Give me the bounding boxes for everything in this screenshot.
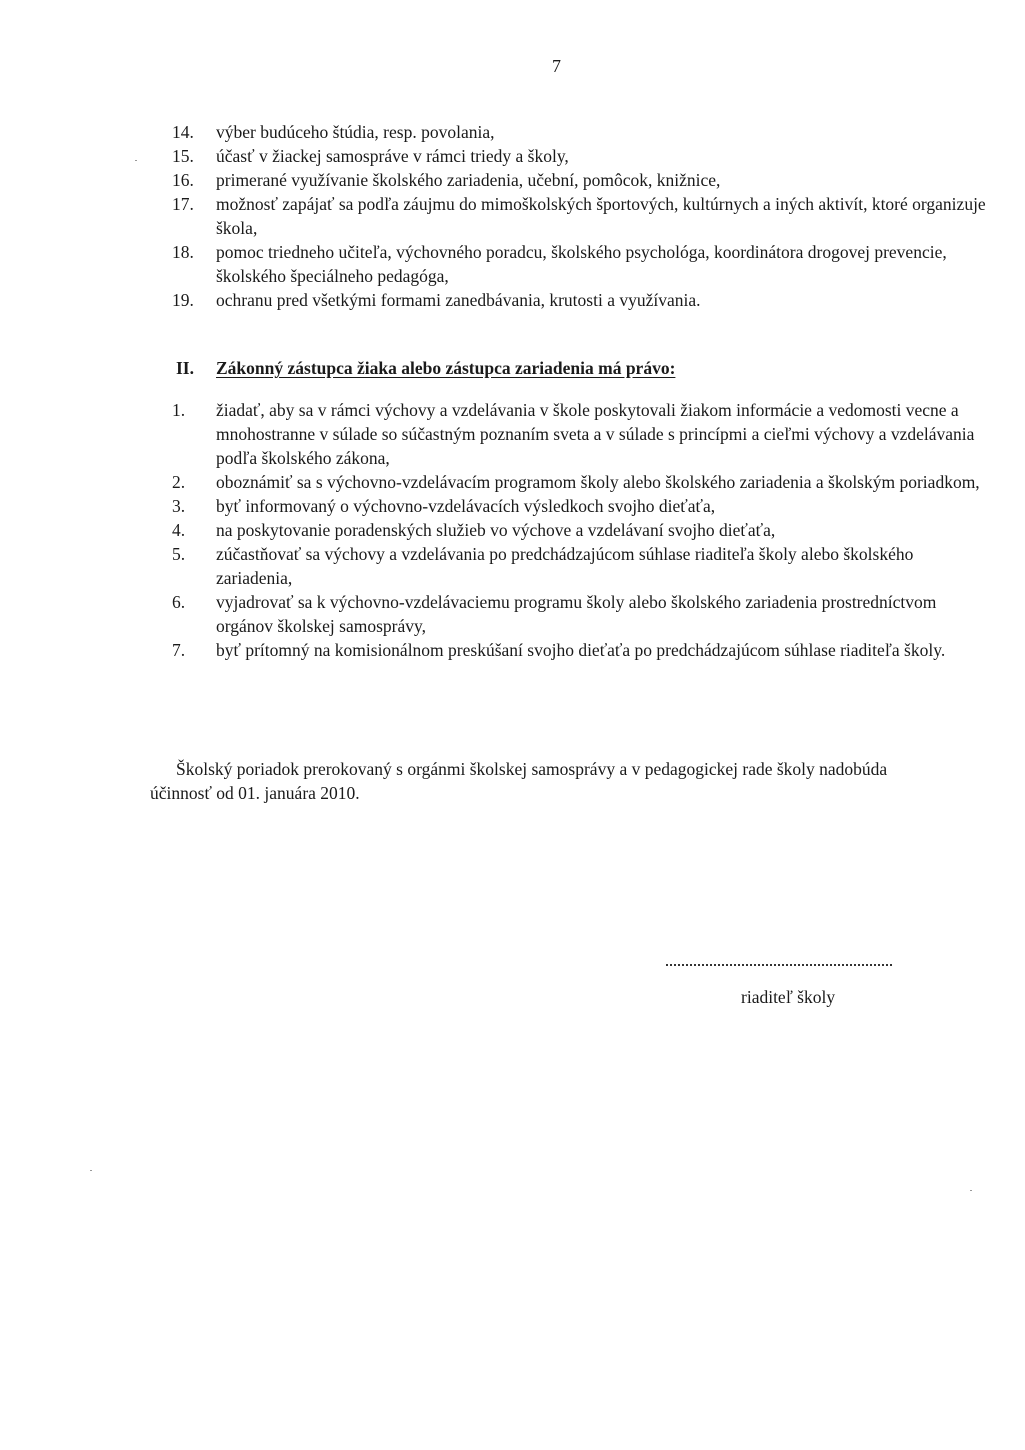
list-item (172, 240, 992, 288)
item-number: 19. (172, 290, 194, 310)
item-number: 16. (172, 170, 194, 190)
item-text: primerané využívanie školského zariadenia, učební, pomôcok, knižnice, (216, 170, 721, 190)
item-text: ochranu pred všetkými formami zanedbávania, krutosti a využívania. (216, 290, 701, 310)
item-number: 14. (172, 122, 194, 142)
item-text: účasť v žiackej samospráve v rámci triedy a školy, (216, 146, 569, 166)
list-item (172, 518, 992, 542)
item-number: 15. (172, 146, 194, 166)
item-text: zúčastňovať sa výchovy a vzdelávania po predchádzajúcom súhlase riaditeľa školy alebo školského zariadenia, (216, 544, 914, 588)
list-item (172, 542, 992, 590)
item-number: 3. (172, 496, 186, 516)
guardian-rights-list (172, 398, 992, 662)
scan-speck (135, 160, 137, 161)
item-text: výber budúceho štúdia, resp. povolania, (216, 122, 495, 142)
list-item (172, 470, 992, 494)
item-number: 6. (172, 592, 186, 612)
item-text: byť informovaný o výchovno-vzdelávacích výsledkoch svojho dieťaťa, (216, 496, 716, 516)
signature-line (666, 964, 892, 966)
rights-list-continued (172, 120, 992, 312)
item-text: pomoc triedneho učiteľa, výchovného poradcu, školského psychológa, koordinátora drogovej prevencie, školského špeciálneho pedagóga, (216, 242, 947, 286)
list-item (172, 192, 992, 240)
item-number: 4. (172, 520, 186, 540)
item-number: 2. (172, 472, 186, 492)
closing-statement: Školský poriadok prerokovaný s orgánmi školskej samosprávy a v pedagogickej rade školy nadobúda účinnosť od 01. januára 2010. (150, 759, 888, 803)
item-text: žiadať, aby sa v rámci výchovy a vzdelávania v škole poskytovali žiakom informácie a vedomosti vecne a mnohostranne v súlade so súčastným poznaním sveta a v súlade s princípmi a cieľmi výchovy a vzdelávania podľa školského zákona, (216, 400, 975, 468)
list-item (172, 168, 992, 192)
signature-label: riaditeľ školy (741, 987, 836, 1007)
item-text: byť prítomný na komisionálnom preskúšaní svojho dieťaťa po predchádzajúcom súhlase riaditeľa školy. (216, 640, 946, 660)
list-item (172, 398, 992, 470)
item-number: 17. (172, 194, 194, 214)
list-item (172, 288, 992, 312)
list-item (172, 590, 992, 638)
scan-speck (970, 1190, 972, 1191)
item-number: 7. (172, 640, 186, 660)
list-item (172, 638, 992, 662)
section-number: II. (176, 358, 194, 378)
item-text: na poskytovanie poradenských služieb vo výchove a vzdelávaní svojho dieťaťa, (216, 520, 776, 540)
item-text: vyjadrovať sa k výchovno-vzdelávaciemu programu školy alebo školského zariadenia prostredníctvom orgánov školskej samosprávy, (216, 592, 937, 636)
scan-speck (90, 1170, 92, 1171)
item-number: 5. (172, 544, 186, 564)
item-text: oboznámiť sa s výchovno-vzdelávacím programom školy alebo školského zariadenia a školským poriadkom, (216, 472, 980, 492)
item-number: 1. (172, 400, 186, 420)
item-number: 18. (172, 242, 194, 262)
page-number: 7 (552, 56, 561, 76)
list-item (172, 494, 992, 518)
item-text: možnosť zapájať sa podľa záujmu do mimoškolských športových, kultúrnych a iných aktivít, ktoré organizuje škola, (216, 194, 986, 238)
list-item (172, 144, 992, 168)
list-item (172, 120, 992, 144)
section-heading (176, 358, 675, 379)
section-title: Zákonný zástupca žiaka alebo zástupca zariadenia má právo: (216, 358, 676, 378)
